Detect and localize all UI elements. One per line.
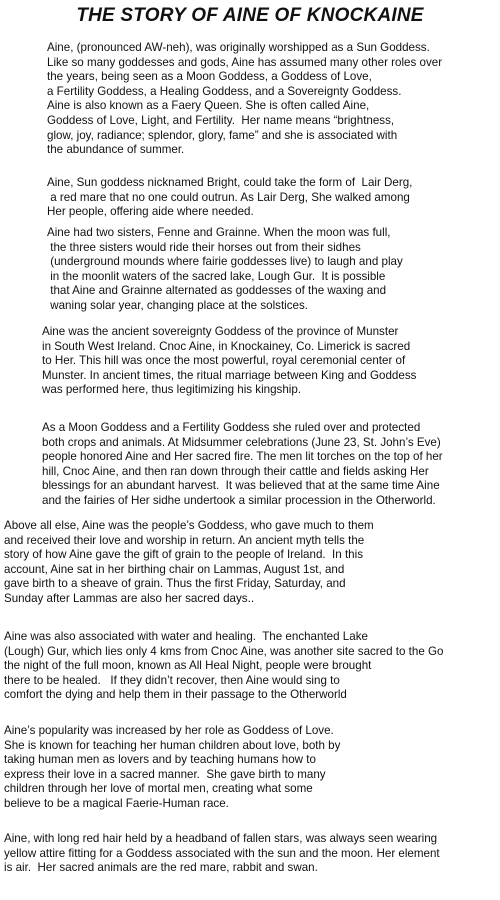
text-line: Aine is also known as a Faery Queen. She is often called Aine, (47, 99, 370, 113)
paragraph-sun-goddess (47, 41, 442, 158)
text-line: a Fertility Goddess, a Healing Goddess, and a Sovereignty Goddess. (47, 84, 402, 98)
text-line: to Her. This hill was once the most powerful, royal ceremonial center of (42, 354, 406, 368)
text-line: As a Moon Goddess and a Fertility Goddess she ruled over and protected (42, 421, 421, 434)
text-line: glow, joy, radiance; splendor, glory, fame” and she is associated with (47, 128, 398, 142)
text-line: gave birth to a sheave of grain. Thus the first Friday, Saturday, and (4, 577, 346, 591)
text-line: Goddess of Love, Light, and Fertility. Her name means “brightness, (47, 113, 395, 127)
text-line: people honored Aine and Her sacred fire. The men lit torches on the top of her (42, 450, 443, 464)
text-line: is air. Her sacred animals are the red mare, rabbit and swan. (4, 861, 318, 875)
text-line: express their love in a sacred manner. She gave birth to many (4, 767, 326, 781)
paragraph-lair-derg (47, 176, 412, 220)
text-line: Aine, (pronounced AW-neh), was originally worshipped as a Sun Goddess. (47, 41, 430, 54)
text-line: taking human men as lovers and by teaching humans how to (4, 753, 316, 767)
text-line: both crops and animals. At Midsummer celebrations (June 23, St. John’s Eve) (42, 435, 441, 449)
paragraph-healing (4, 630, 443, 703)
text-line: blessings for an abundant harvest. It was believed that at the same time Aine (42, 479, 440, 493)
text-line: in the moonlit waters of the sacred lake, Lough Gur. It is possible (47, 269, 386, 283)
text-line: yellow attire fitting for a Goddess associated with the sun and the moon. Her element (4, 846, 440, 860)
paragraph-sisters (47, 226, 403, 314)
text-line: was performed here, thus legitimizing his kingship. (42, 383, 302, 397)
text-line: and received their love and worship in return. An ancient myth tells the (4, 533, 365, 547)
text-line: that Aine and Grainne alternated as goddesses of the waxing and (47, 284, 387, 298)
paragraph-appearance (4, 832, 440, 876)
text-line: Aine, Sun goddess nicknamed Bright, could take the form of Lair Derg, (47, 176, 413, 189)
text-line: hill, Cnoc Aine, and then ran down through their cattle and fields asking Her (42, 464, 429, 478)
text-line: the years, being seen as a Moon Goddess, a Goddess of Love, (47, 70, 372, 84)
text-line: the night of the full moon, known as All Heal Night, people were brought (4, 659, 372, 673)
text-line: account, Aine sat in her birthing chair on Lammas, August 1st, and (4, 562, 345, 576)
text-line: Aine was the ancient sovereignty Goddess of the province of Munster (42, 325, 399, 338)
text-line: there to be healed. If they didn’t recover, then Aine would sing to (4, 673, 340, 687)
text-line: Above all else, Aine was the people’s Goddess, who gave much to them (4, 519, 374, 532)
text-line: in South West Ireland. Cnoc Aine, in Knockainey, Co. Limerick is sacred (42, 339, 411, 353)
text-line: children through her love of mortal men, creating what some (4, 782, 313, 796)
text-line: the abundance of summer. (47, 143, 185, 157)
text-line: comfort the dying and help them in their passage to the Otherworld (4, 688, 347, 702)
text-line: story of how Aine gave the gift of grain to the people of Ireland. In this (4, 548, 363, 562)
text-line: Munster. In ancient times, the ritual marriage between King and Goddess (42, 368, 417, 382)
text-line: Aine was also associated with water and healing. The enchanted Lake (4, 630, 368, 643)
page-title: THE STORY OF AINE OF KNOCKAINE (76, 5, 424, 26)
text-line: and the fairies of Her sidhe undertook a similar procession in the Otherworld. (42, 493, 436, 507)
text-line: Sunday after Lammas are also her sacred days.. (4, 591, 255, 605)
text-line: a red mare that no one could outrun. As Lair Derg, She walked among (47, 190, 410, 204)
paragraph-goddess-of-love (4, 724, 340, 812)
text-line: Aine had two sisters, Fenne and Grainne. When the moon was full, (47, 226, 391, 239)
paragraph-sovereignty (42, 325, 416, 398)
paragraph-peoples-goddess (4, 519, 374, 607)
text-line: believe to be a magical Faerie-Human race. (4, 796, 229, 810)
paragraph-midsummer (42, 421, 443, 509)
text-line: Aine’s popularity was increased by her role as Goddess of Love. (4, 724, 334, 737)
text-line: Like so many goddesses and gods, Aine has assumed many other roles over (47, 55, 443, 69)
text-line: She is known for teaching her human children about love, both by (4, 738, 341, 752)
text-line: Her people, offering aide where needed. (47, 205, 254, 219)
text-line: (underground mounds where fairie goddesses live) to laugh and play (47, 255, 403, 269)
text-line: the three sisters would ride their horses out from their sidhes (47, 240, 361, 254)
text-line: waning solar year, changing place at the solstices. (47, 298, 309, 312)
text-line: Aine, with long red hair held by a headband of fallen stars, was always seen wearing (4, 832, 438, 845)
text-line: (Lough) Gur, which lies only 4 kms from Cnoc Aine, was another site sacred to the Go (4, 644, 444, 658)
